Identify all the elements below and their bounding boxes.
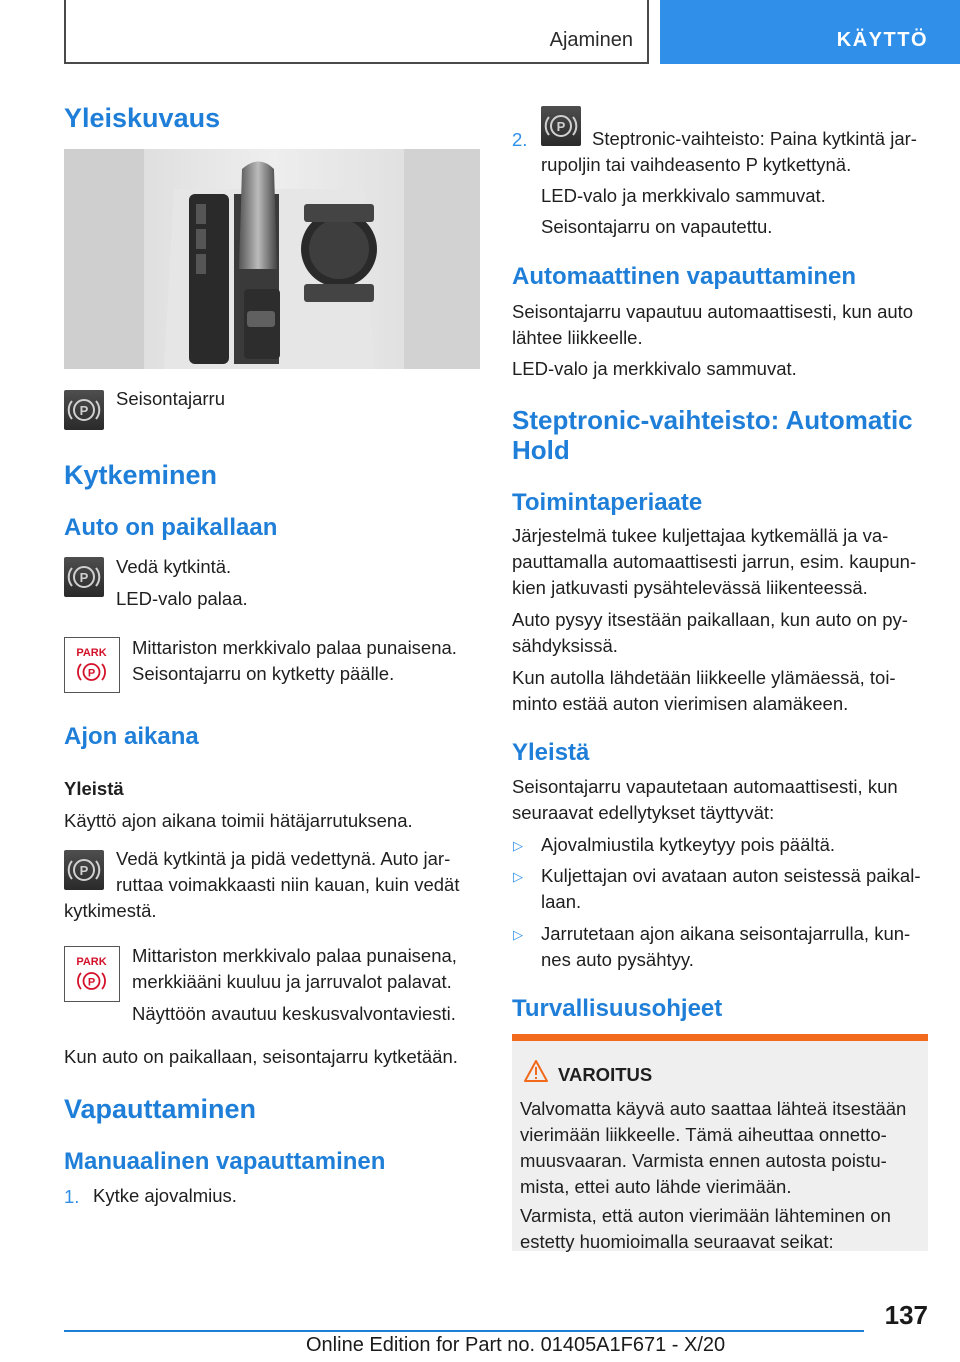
principle-line-3: kien jatkuvasti pysähtelevässä liikenteessä. [512,577,868,598]
step-2-line-4: Seisontajarru on vapautettu. [541,216,773,237]
svg-text:P: P [79,863,89,878]
footer-divider [64,1330,864,1332]
driving-park-line-2: merkkiääni kuuluu ja jarruvalot palavat. [132,971,452,992]
auto-release-line-1: Seisontajarru vapautuu automaattisesti, kun auto [512,301,914,322]
driving-park-line-3: Näyttöön avautuu keskusvalvontaviesti. [132,1003,456,1024]
principle-line-5: sähdyksissä. [512,635,618,656]
park-warning-light-icon [64,946,120,1002]
principle-line-1: Järjestelmä tukee kuljettajaa kytkemällä ja va- [512,525,889,546]
heading-general: Yleistä [512,739,590,766]
general-line-1: Seisontajarru vapautetaan automaattisesti, kun [512,776,898,797]
principle-line-6: Kun autolla lähdetään liikkeelle ylämäessä, toi- [512,667,896,688]
header-chapter-box [660,0,960,64]
bullet-2-line-1: Kuljettajan ovi avataan auton seistessä paikal- [541,865,921,886]
page-number: 137 [884,1300,928,1330]
header-chapter: KÄYTTÖ [836,29,928,51]
auto-release-line-3: LED-valo ja merkkivalo sammuvat. [512,358,797,379]
bullet-3-line-1: Jarrutetaan ajon aikana seisontajarrulla, kun- [541,923,911,944]
warning-triangle-icon [524,1060,548,1087]
svg-text:P: P [79,403,89,418]
footer-edition: Online Edition for Part no. 01405A1F671 - X/20 [306,1334,726,1356]
header-section: Ajaminen [549,29,633,51]
principle-line-7: minto estää auton vierimisen alamäkeen. [512,693,849,714]
step-1-number: 1. [64,1186,80,1207]
warning-line-4: mista, ettei auto lähde vierimään. [520,1176,792,1197]
heading-driving: Ajon aikana [64,723,199,750]
caption-parking-brake: Seisontajarru [116,388,226,409]
warning-line-6: estetty huomioimalla seuraavat seikat: [520,1231,834,1252]
driving-park-line-1: Mittariston merkkivalo palaa punaisena, [132,945,457,966]
console-photo [64,149,480,369]
heading-release: Vapauttaminen [64,1094,257,1124]
parking-brake-icon [64,390,104,430]
driving-text: Käyttö ajon aikana toimii hätäjarrutuksena. [64,810,413,831]
warning-bar [512,1034,928,1041]
heading-engage: Kytkeminen [64,460,218,490]
bullet-2-line-2: laan. [541,891,582,912]
driving-pull-line-1: Vedä kytkintä ja pidä vedettynä. Auto jar- [116,848,451,869]
heading-stationary: Auto on paikallaan [64,514,278,541]
driving-pull-line-3: kytkimestä. [64,900,157,921]
principle-line-4: Auto pysyy itsestään paikallaan, kun auto on py- [512,609,908,630]
parking-brake-icon [541,106,581,146]
header-section-box [64,0,649,64]
stationary-line-2: LED-valo palaa. [116,588,248,609]
heading-manual-release: Manuaalinen vapauttaminen [64,1148,386,1175]
parking-brake-icon [64,557,104,597]
bullet-3-line-2: nes auto pysähtyy. [541,949,694,970]
warning-line-2: vierimään liikkeelle. Tämä aiheuttaa onnetto- [520,1124,887,1145]
bullet-1: Ajovalmiustila kytkeytyy pois päältä. [541,834,836,855]
step-2-line-2: rupoljin tai vaihdeasento P kytkettynä. [541,154,852,175]
park-warning-light-icon [64,637,120,693]
principle-line-2: pauttamalla automaattisesti jarrun, esim. kaupun- [512,551,917,572]
p-letter: P [87,976,96,989]
heading-automatic-hold-1: Steptronic-vaihteisto: Automatic [512,405,913,435]
bullet-triangle-icon: ▷ [513,927,523,942]
auto-release-line-2: lähtee liikkeelle. [512,327,643,348]
p-letter: P [87,667,96,680]
parking-brake-icon [64,850,104,890]
park-line-1: Mittariston merkkivalo palaa punaisena. [132,637,457,658]
driving-pull-line-2: ruttaa voimakkaasti niin kauan, kuin vedät [116,874,460,895]
bullet-triangle-icon: ▷ [513,869,523,884]
driving-general-label: Yleistä [64,778,124,799]
heading-auto-release: Automaattinen vapauttaminen [512,263,857,290]
heading-safety: Turvallisuusohjeet [512,995,723,1022]
warning-line-5: Varmista, että auton vierimään lähteminen on [520,1205,891,1226]
heading-automatic-hold-2: Hold [512,435,570,465]
step-1-text: Kytke ajovalmius. [93,1185,237,1206]
heading-principle: Toimintaperiaate [512,489,703,516]
heading-overview: Yleiskuvaus [64,103,221,133]
general-line-2: seuraavat edellytykset täyttyvät: [512,802,775,823]
bullet-triangle-icon: ▷ [513,838,523,853]
warning-line-3: muusvaaran. Varmista ennen autosta poistu- [520,1150,887,1171]
step-2-line-1: Steptronic-vaihteisto: Paina kytkintä jar- [592,128,917,149]
park-line-2: Seisontajarru on kytketty päälle. [132,663,395,684]
driving-end-text: Kun auto on paikallaan, seisontajarru kytketään. [64,1046,458,1067]
step-2-number: 2. [512,129,528,150]
warning-title: VAROITUS [558,1064,653,1085]
svg-text:P: P [556,119,566,134]
stationary-line-1: Vedä kytkintä. [116,556,232,577]
svg-text:P: P [79,570,89,585]
step-2-line-3: LED-valo ja merkkivalo sammuvat. [541,185,826,206]
park-label: PARK [76,956,107,968]
warning-line-1: Valvomatta käyvä auto saattaa lähteä itsestään [520,1098,907,1119]
park-label: PARK [76,647,107,659]
